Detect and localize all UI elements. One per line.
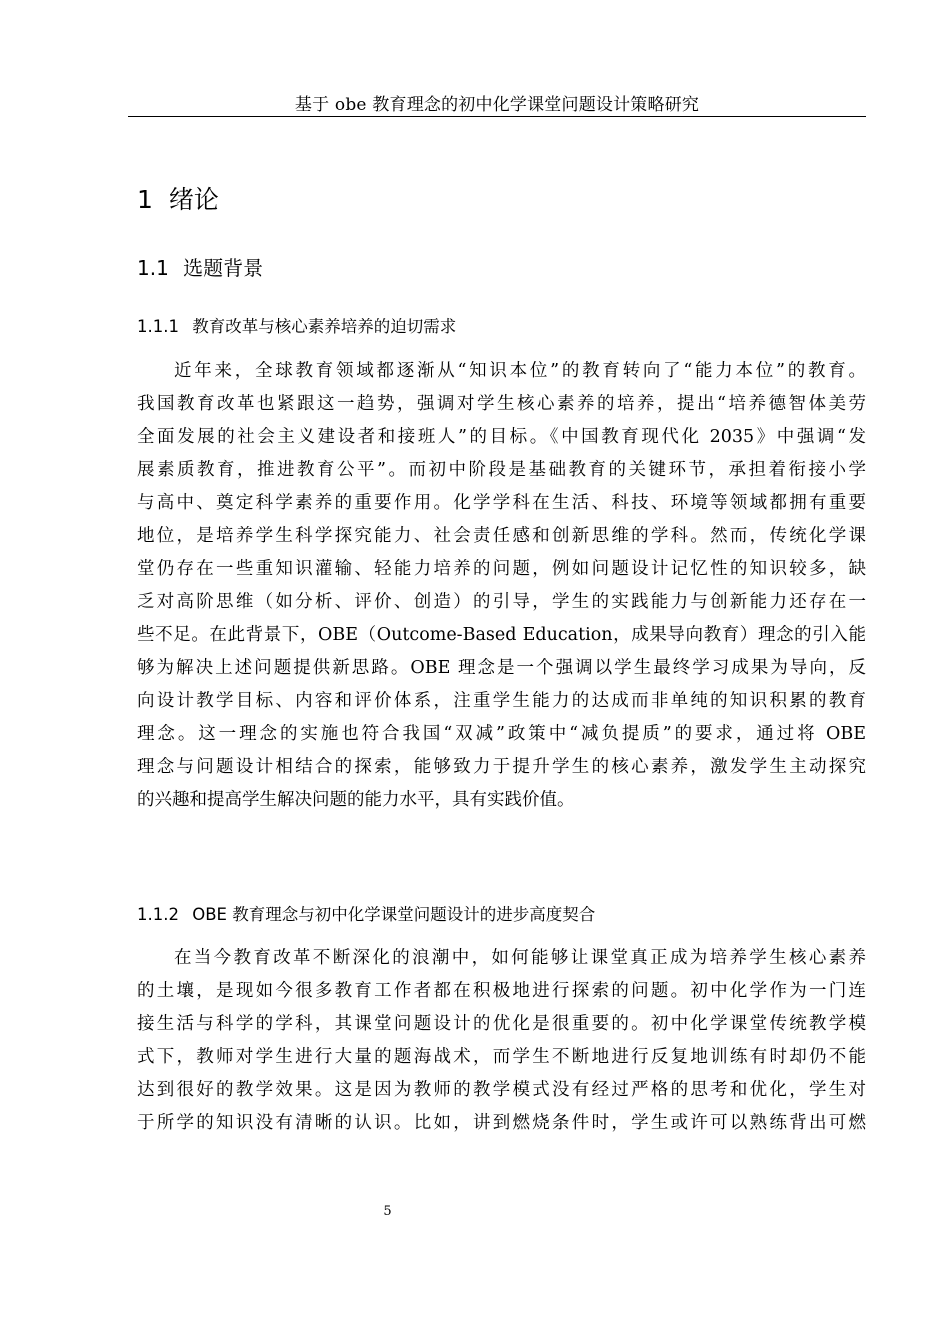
paragraph-line: 堂仍存在一些重知识灌输、轻能力培养的问题，例如问题设计记忆性的知识较多，缺 <box>137 559 866 579</box>
subsection-number: 1.1.1 <box>137 317 179 336</box>
chapter-heading <box>137 183 219 217</box>
paragraph-line: 地位，是培养学生科学探究能力、社会责任感和创新思维的学科。然而，传统化学课 <box>137 526 866 546</box>
subsection-title: OBE 教育理念与初中化学课堂问题设计的进步高度契合 <box>192 905 596 924</box>
paragraph-line: 向设计教学目标、内容和评价体系，注重学生能力的达成而非单纯的知识积累的教育 <box>137 691 866 711</box>
running-header: 基于 obe 教育理念的初中化学课堂问题设计策略研究 <box>294 95 700 115</box>
body-paragraph-1 <box>137 355 866 817</box>
paragraph-line: 式下，教师对学生进行大量的题海战术，而学生不断地进行反复地训练有时却仍不能 <box>137 1047 866 1067</box>
paragraph-line: 的兴趣和提高学生解决问题的能力水平，具有实践价值。 <box>137 790 575 810</box>
section-heading <box>137 254 263 282</box>
section-title: 选题背景 <box>183 256 264 280</box>
paragraph-line: 接生活与科学的学科，其课堂问题设计的优化是很重要的。初中化学课堂传统教学模 <box>137 1014 866 1034</box>
header-rule <box>128 116 866 117</box>
paragraph-line: 乏对高阶思维（如分析、评价、创造）的引导，学生的实践能力与创新能力还存在一 <box>137 592 866 612</box>
subsection-number: 1.1.2 <box>137 905 179 924</box>
paragraph-line: 展素质教育，推进教育公平”。而初中阶段是基础教育的关键环节，承担着衔接小学 <box>137 460 866 480</box>
paragraph-line: 在当今教育改革不断深化的浪潮中，如何能够让课堂真正成为培养学生核心素养 <box>174 948 866 968</box>
chapter-title: 绪论 <box>168 185 219 214</box>
subsection-heading-1 <box>137 315 456 339</box>
paragraph-line: 全面发展的社会主义建设者和接班人”的目标。《中国教育现代化 2035》中强调“发 <box>137 427 866 447</box>
chapter-number: 1 <box>137 185 153 214</box>
section-number: 1.1 <box>137 256 169 280</box>
paragraph-line: 近年来，全球教育领域都逐渐从“知识本位”的教育转向了“能力本位”的教育。 <box>174 361 866 381</box>
paragraph-line: 的土壤，是现如今很多教育工作者都在积极地进行探索的问题。初中化学作为一门连 <box>137 981 866 1001</box>
paragraph-line: 些不足。在此背景下，OBE（Outcome-Based Education，成果导向教育）理念的引入能 <box>137 625 866 645</box>
paragraph-line: 理念。这一理念的实施也符合我国“双减”政策中“减负提质”的要求，通过将 OBE <box>137 724 866 744</box>
paragraph-line: 够为解决上述问题提供新思路。OBE 理念是一个强调以学生最终学习成果为导向，反 <box>137 658 866 678</box>
paragraph-line: 于所学的知识没有清晰的认识。比如，讲到燃烧条件时，学生或许可以熟练背出可燃 <box>137 1113 866 1133</box>
paragraph-line: 我国教育改革也紧跟这一趋势，强调对学生核心素养的培养，提出“培养德智体美劳 <box>137 394 866 414</box>
paragraph-line: 达到很好的教学效果。这是因为教师的教学模式没有经过严格的思考和优化，学生对 <box>137 1080 866 1100</box>
page-number: 5 <box>383 1204 392 1219</box>
subsection-title: 教育改革与核心素养培养的迫切需求 <box>192 317 457 336</box>
body-paragraph-2 <box>137 942 866 1140</box>
subsection-heading-2 <box>137 903 595 927</box>
paragraph-line: 与高中、奠定科学素养的重要作用。化学学科在生活、科技、环境等领域都拥有重要 <box>137 493 866 513</box>
paragraph-line: 理念与问题设计相结合的探索，能够致力于提升学生的核心素养，激发学生主动探究 <box>137 757 866 777</box>
